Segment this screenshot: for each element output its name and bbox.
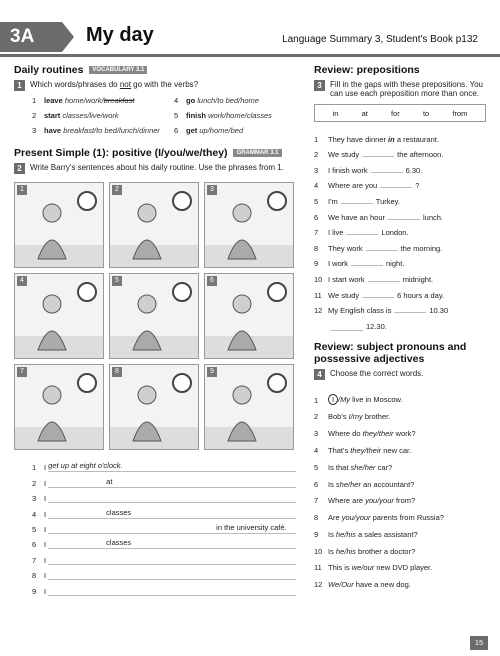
circled-answer[interactable]: I	[328, 394, 338, 405]
word-choice[interactable]: /My	[338, 394, 351, 404]
header-rule	[0, 54, 500, 57]
writing-line[interactable]	[48, 524, 296, 534]
item-number: 8	[314, 243, 319, 253]
picture-grid	[14, 182, 296, 450]
word-choice[interactable]: they/their	[362, 429, 394, 439]
picture-2	[109, 182, 199, 268]
item-text	[328, 243, 442, 253]
text-before: Is	[328, 546, 336, 556]
vocab-item	[174, 126, 304, 135]
picture-9	[204, 364, 294, 450]
picture-5	[109, 273, 199, 359]
instruction-text: Choose the correct words.	[330, 368, 424, 378]
item-text	[328, 530, 418, 539]
item-text	[328, 274, 433, 284]
item-number: 11	[314, 290, 322, 300]
item-text	[328, 149, 443, 159]
item-text	[328, 394, 403, 405]
exercise-1-instruction	[14, 80, 296, 91]
text-before: I work	[328, 259, 349, 269]
verb: go	[186, 96, 198, 105]
item-number: 6	[314, 479, 319, 489]
picture-number: 9	[207, 367, 217, 377]
text-after: car?	[375, 462, 393, 472]
book-reference: Language Summary 3, Student's Book p132	[282, 34, 478, 45]
word-choice[interactable]: she/her	[335, 479, 361, 489]
item-number: 4	[314, 181, 319, 191]
text-after: London.	[381, 228, 409, 238]
item-number: 5	[174, 111, 179, 120]
answer-gap[interactable]	[380, 180, 412, 188]
item-number: 5	[314, 196, 319, 206]
item-number: 1	[314, 395, 319, 405]
text-after: brother a doctor?	[355, 546, 416, 556]
preposition-word: in	[332, 108, 339, 118]
text-after: a sales assistant?	[355, 529, 418, 539]
text-after: work?	[393, 429, 416, 439]
answer-gap[interactable]	[371, 165, 403, 173]
item-number: 9	[314, 259, 319, 269]
item-text	[328, 496, 415, 505]
text-before: Bob's	[328, 412, 349, 422]
picture-number: 5	[112, 276, 122, 286]
pronoun-item	[314, 421, 486, 438]
line-number: 9	[32, 586, 37, 596]
preposition-item	[314, 253, 486, 269]
item-text	[328, 227, 409, 237]
item-number: 2	[32, 111, 37, 120]
answer-line	[14, 580, 296, 595]
item-text	[328, 547, 415, 556]
word-choice[interactable]: they/their	[350, 445, 382, 455]
item-number: 9	[314, 529, 319, 539]
grammar-tag: GRAMMAR 3.1	[233, 149, 281, 157]
item-number: 4	[174, 96, 179, 105]
answer-lines	[14, 457, 296, 596]
pronoun-item	[314, 455, 486, 472]
item-text	[328, 196, 400, 206]
text-after: ?	[415, 181, 420, 191]
picture-3	[204, 182, 294, 268]
answer-gap[interactable]	[341, 196, 373, 204]
preposition-word: from	[452, 108, 468, 118]
text-after: from?	[393, 496, 416, 506]
answer-gap[interactable]	[351, 258, 383, 266]
item-text	[328, 513, 444, 522]
text-before: My English class is	[328, 306, 392, 316]
item-text	[328, 305, 448, 315]
item-number: 12	[314, 306, 323, 316]
exercise-3-instruction	[314, 80, 486, 98]
text-before: Where are you	[328, 181, 378, 191]
vocab-item	[174, 96, 304, 105]
item-number: 6	[314, 212, 319, 222]
picture-number: 7	[17, 367, 27, 377]
line-number: 1	[32, 463, 37, 473]
pronoun-item	[314, 556, 486, 573]
item-number: 12	[314, 580, 323, 590]
section-title-text: Present Simple (1): positive (I/you/we/they)	[14, 147, 228, 159]
picture-number: 2	[112, 185, 122, 195]
word-choice[interactable]: he/his	[335, 546, 356, 556]
item-number: 3	[314, 429, 319, 439]
picture-7	[14, 364, 104, 450]
text-after: new DVD player.	[374, 563, 433, 573]
text-after: lunch.	[422, 212, 443, 222]
pronoun-item	[314, 388, 486, 405]
example-answer: in	[388, 134, 395, 144]
item-number: 7	[314, 228, 319, 238]
pronoun-item	[314, 539, 486, 556]
clock-icon	[77, 373, 97, 393]
preposition-item	[314, 128, 486, 144]
writing-line[interactable]	[48, 462, 296, 472]
word-options: home/work/	[64, 96, 104, 105]
exercise-4-instruction	[314, 369, 486, 380]
instruction-text: Write Barry's sentences about his daily routine. Use the phrases from 1.	[30, 163, 284, 172]
item-number: 2	[314, 150, 319, 160]
picture-8	[109, 364, 199, 450]
line-start: I	[44, 494, 49, 504]
exercise-number: 1	[14, 80, 25, 91]
text-after: new car.	[381, 445, 412, 455]
picture-number: 6	[207, 276, 217, 286]
pronoun-item	[314, 505, 486, 522]
picture-number: 8	[112, 367, 122, 377]
text-before: I live	[328, 228, 344, 238]
answer-gap[interactable]	[368, 274, 400, 282]
answer-line	[14, 549, 296, 564]
clock-icon	[267, 282, 287, 302]
preposition-items	[314, 128, 486, 331]
pronoun-item	[314, 489, 486, 506]
item-number: 5	[314, 462, 319, 472]
text-before: We study	[328, 150, 360, 160]
clock-icon	[267, 373, 287, 393]
item-number: 4	[314, 445, 319, 455]
exercise-2-instruction	[14, 163, 296, 174]
vocab-item	[32, 96, 174, 105]
answer-gap[interactable]	[362, 290, 394, 298]
writing-line[interactable]	[48, 509, 296, 519]
answer-gap[interactable]	[388, 212, 420, 220]
present-simple-title	[14, 147, 296, 159]
preposition-item	[314, 175, 486, 191]
text-before: They have dinner	[328, 134, 386, 144]
pronoun-item	[314, 438, 486, 455]
word-choice[interactable]: he/his	[335, 529, 356, 539]
item-text	[328, 290, 444, 300]
prepositions-title: Review: prepositions	[314, 64, 420, 76]
line-start: I	[44, 586, 49, 596]
item-number: 11	[314, 563, 322, 573]
instruction-text: Which words/phrases do not go with the verbs?	[30, 80, 199, 89]
preposition-item-continuation	[314, 315, 486, 331]
item-number: 10	[314, 274, 323, 284]
preposition-word: for	[391, 108, 400, 118]
line-start: I	[44, 571, 49, 581]
vocabulary-grid	[14, 96, 296, 135]
picture-1	[14, 182, 104, 268]
text-after: midnight.	[402, 274, 434, 284]
verb: have	[44, 126, 64, 135]
text-before: That's	[328, 445, 351, 455]
item-text	[328, 135, 439, 144]
text-after: 12.30.	[366, 321, 387, 331]
text-after: night.	[386, 259, 405, 269]
clock-icon	[172, 373, 192, 393]
word-options: work/home/classes	[208, 111, 272, 120]
line-start: I	[44, 463, 49, 473]
preposition-word: at	[361, 108, 368, 118]
line-number: 5	[32, 524, 37, 534]
item-text	[328, 258, 404, 268]
preposition-item	[314, 206, 486, 222]
vocab-item	[32, 126, 174, 135]
section-title-text: Daily routines	[14, 64, 84, 76]
line-number: 3	[32, 494, 37, 504]
item-text	[328, 480, 414, 489]
preposition-item	[314, 144, 486, 160]
item-text	[328, 165, 422, 175]
item-text	[328, 446, 411, 455]
picture-number: 4	[17, 276, 27, 286]
struck-word: breakfast	[103, 96, 135, 105]
word-choice[interactable]: you/your	[365, 496, 394, 506]
text-after: 6 hours a day.	[397, 290, 445, 300]
item-number: 3	[314, 165, 319, 175]
prompt-word: at	[106, 476, 113, 486]
verb: start	[44, 111, 63, 120]
text-after: brother.	[362, 412, 391, 422]
text-before: This is	[328, 563, 352, 573]
answer-line	[14, 519, 296, 534]
answer-gap[interactable]	[331, 323, 363, 331]
exercise-number: 4	[314, 369, 325, 380]
line-number: 8	[32, 571, 37, 581]
line-start: I	[44, 540, 49, 550]
pronoun-item	[314, 472, 486, 489]
answer-line	[14, 472, 296, 487]
word-choice[interactable]: I/my	[348, 412, 363, 422]
text-after: an accountant?	[360, 479, 415, 489]
item-text	[328, 212, 443, 222]
preposition-word: to	[422, 108, 430, 118]
text-before: Where do	[328, 429, 363, 439]
text-after: 10.30	[429, 306, 449, 316]
left-column	[14, 64, 296, 596]
text-before: I start work	[328, 274, 365, 284]
vocab-item	[32, 111, 174, 120]
item-number: 1	[314, 134, 319, 144]
text-after: 6.30.	[405, 165, 423, 175]
line-start: I	[44, 509, 49, 519]
picture-4	[14, 273, 104, 359]
writing-line[interactable]	[48, 570, 296, 580]
item-text	[328, 563, 432, 572]
instruction-text: Fill in the gaps with these prepositions. You can use each preposition more than once.	[330, 80, 483, 98]
writing-line[interactable]	[48, 586, 296, 596]
preposition-item	[314, 222, 486, 238]
exercise-number: 2	[14, 163, 25, 174]
text-after: Turkey.	[375, 196, 400, 206]
text-before: We have an hour	[328, 212, 385, 222]
vocab-item	[174, 111, 304, 120]
preposition-item	[314, 300, 486, 316]
text-before: Are	[328, 513, 342, 523]
text-after: live in Moscow.	[350, 394, 403, 404]
line-number: 6	[32, 540, 37, 550]
preposition-word-box	[314, 104, 486, 122]
text-after: parents from Russia?	[370, 513, 444, 523]
item-text	[328, 412, 390, 421]
word-options: breakfast/to bed/lunch/dinner	[63, 126, 160, 135]
pronouns-title: Review: subject pronouns and possessive adjectives	[314, 340, 467, 365]
item-number: 10	[314, 546, 323, 556]
picture-6	[204, 273, 294, 359]
item-number: 8	[314, 513, 319, 523]
item-text	[328, 429, 416, 438]
text-before: I'm	[328, 196, 338, 206]
item-number: 3	[32, 126, 37, 135]
verb: get	[186, 126, 200, 135]
answer-line	[14, 503, 296, 518]
clock-icon	[172, 191, 192, 211]
answer-gap[interactable]	[394, 305, 426, 313]
word-choice[interactable]: you/your	[341, 513, 371, 523]
text-after: have a new dog.	[353, 580, 411, 590]
item-number: 1	[32, 96, 37, 105]
item-number: 2	[314, 412, 319, 422]
picture-number: 3	[207, 185, 217, 195]
line-number: 4	[32, 509, 37, 519]
text-before: Is	[328, 479, 336, 489]
text-before: Is that	[328, 462, 351, 472]
line-start: I	[44, 524, 49, 534]
preposition-item	[314, 284, 486, 300]
clock-icon	[172, 282, 192, 302]
unit-title: My day	[86, 24, 154, 46]
pronoun-item	[314, 572, 486, 589]
answer-gap[interactable]	[346, 227, 378, 235]
text-before: Where are	[328, 496, 366, 506]
line-start: I	[44, 478, 49, 488]
text-before: They work	[328, 243, 363, 253]
line-start: I	[44, 555, 49, 565]
pronoun-items	[314, 388, 486, 590]
preposition-item	[314, 190, 486, 206]
example-answer: get up at eight o'clock.	[48, 461, 123, 471]
clock-icon	[77, 282, 97, 302]
item-text	[328, 180, 419, 190]
text-after: a restaurant.	[396, 134, 439, 144]
item-number: 7	[314, 496, 319, 506]
word-choice[interactable]: she/her	[350, 462, 376, 472]
vocabulary-tag: VOCABULARY 3.1	[89, 66, 147, 74]
answer-gap[interactable]	[366, 243, 398, 251]
preposition-item	[314, 268, 486, 284]
picture-number: 1	[17, 185, 27, 195]
writing-line[interactable]	[48, 555, 296, 565]
line-number: 2	[32, 478, 37, 488]
item-number: 6	[174, 126, 179, 135]
word-choice[interactable]: we/our	[351, 563, 375, 573]
text-before: Is	[328, 529, 336, 539]
line-number: 7	[32, 555, 37, 565]
item-text	[328, 580, 411, 589]
writing-line[interactable]	[48, 539, 296, 549]
word-choice[interactable]: We/Our	[328, 580, 354, 590]
pronoun-item	[314, 522, 486, 539]
clock-icon	[267, 191, 287, 211]
clock-icon	[77, 191, 97, 211]
exercise-number: 3	[314, 80, 325, 91]
writing-line[interactable]	[48, 478, 296, 488]
prompt-phrase: in the university café.	[216, 522, 287, 532]
text-before: We study	[328, 290, 360, 300]
pronoun-item	[314, 405, 486, 422]
answer-gap[interactable]	[362, 149, 394, 157]
writing-line[interactable]	[48, 493, 296, 503]
preposition-item	[314, 159, 486, 175]
verb: finish	[186, 111, 209, 120]
word-options: up/home/bed	[199, 126, 244, 135]
answer-line	[14, 534, 296, 549]
right-column	[314, 64, 486, 589]
text-after: the afternoon.	[397, 150, 444, 160]
word-options: lunch/to bed/home	[197, 96, 259, 105]
answer-line	[14, 457, 296, 472]
page-header	[0, 0, 500, 58]
word-options: classes/live/work	[62, 111, 119, 120]
prompt-word: classes	[106, 538, 132, 548]
daily-routines-title	[14, 64, 296, 76]
answer-line	[14, 488, 296, 503]
page-number: 15	[470, 636, 488, 650]
unit-tab: 3A	[0, 22, 62, 52]
verb: leave	[44, 96, 65, 105]
prompt-word: classes	[106, 507, 132, 517]
answer-line	[14, 565, 296, 580]
text-before: I finish work	[328, 165, 368, 175]
preposition-item	[314, 237, 486, 253]
text-after: the morning.	[400, 243, 443, 253]
item-text	[328, 463, 392, 472]
